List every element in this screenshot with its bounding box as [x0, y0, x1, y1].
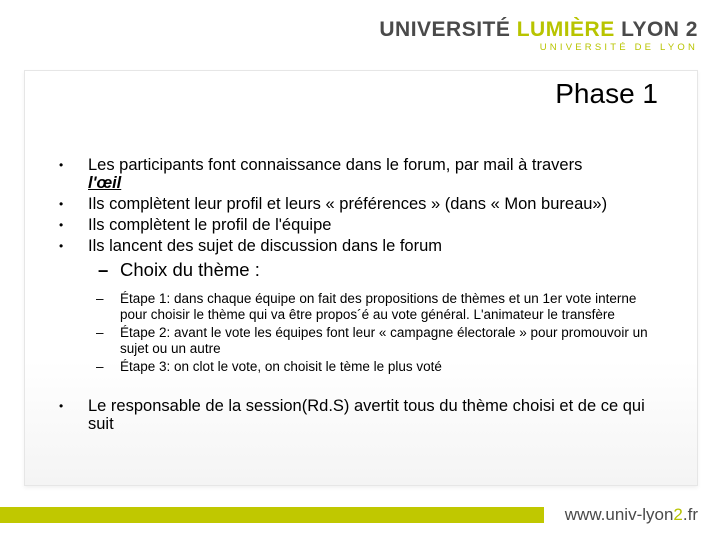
step-text: Étape 2: avant le vote les équipes font leur « campagne électorale » pour promouvoir un sujet ou un autre	[120, 325, 648, 356]
sub-heading-text: Choix du thème :	[120, 259, 260, 280]
logo-subtitle: UNIVERSITÉ DE LYON	[539, 42, 698, 53]
bullet-dot-icon: •	[59, 158, 64, 172]
logo-prefix: UNIVERSITÉ	[379, 18, 517, 41]
footer-accent-bar	[0, 507, 544, 523]
step-text: Étape 3: on clot le vote, on choisit le tème le plus voté	[120, 359, 442, 374]
bullet-text	[88, 156, 666, 192]
bullet-text: Ils complètent leur profil et leurs « préférences » (dans « Mon bureau»)	[88, 195, 608, 213]
bullet-item	[56, 156, 666, 192]
footer-url[interactable]	[565, 504, 698, 526]
bullet-item	[56, 195, 666, 213]
bullet-dot-icon: •	[59, 398, 64, 413]
bullet-dot-icon: •	[59, 218, 64, 232]
dash-icon: –	[96, 291, 104, 306]
bullet-text: Ils complètent le profil de l'équipe	[88, 216, 332, 234]
step-text: Étape 1: dans chaque équipe on fait des propositions de thèmes et un 1er vote interne pour choisir le thème qui va être propos´é au vote général. L'animateur le transfère	[120, 291, 637, 322]
bullet-dot-icon: •	[59, 239, 64, 253]
bullet-item	[56, 216, 666, 234]
step-item	[96, 325, 666, 356]
sub-heading	[88, 259, 666, 281]
steps-list	[96, 291, 666, 375]
step-item	[96, 359, 666, 375]
logo-accent: LUMIÈRE	[516, 18, 615, 41]
dash-icon: –	[98, 259, 109, 280]
bullet-item	[56, 397, 666, 433]
university-logo	[379, 18, 698, 54]
dash-icon: –	[96, 325, 104, 340]
footer-url-accent: 2	[673, 505, 683, 524]
dash-icon: –	[96, 359, 104, 374]
logo-suffix: LYON 2	[614, 18, 698, 41]
bullet-text: Le responsable de la session(Rd.S) avertit tous du thème choisi et de ce qui suit	[88, 396, 645, 433]
bullet-text-main: Les participants font connaissance dans le forum, par mail à travers	[88, 156, 583, 174]
bullet-item	[56, 237, 666, 255]
footer-url-prefix: www.univ-lyon	[564, 505, 674, 524]
footer	[0, 504, 720, 526]
footer-url-suffix: .fr	[682, 505, 698, 524]
bullet-dot-icon: •	[59, 197, 64, 211]
slide-content	[56, 156, 666, 433]
bullet-text: Ils lancent des sujet de discussion dans le forum	[88, 237, 443, 255]
bullet-emphasis: l'œil	[88, 174, 122, 192]
slide-title: Phase 1	[555, 78, 658, 109]
step-item	[96, 291, 666, 322]
logo-wordmark	[379, 18, 698, 42]
